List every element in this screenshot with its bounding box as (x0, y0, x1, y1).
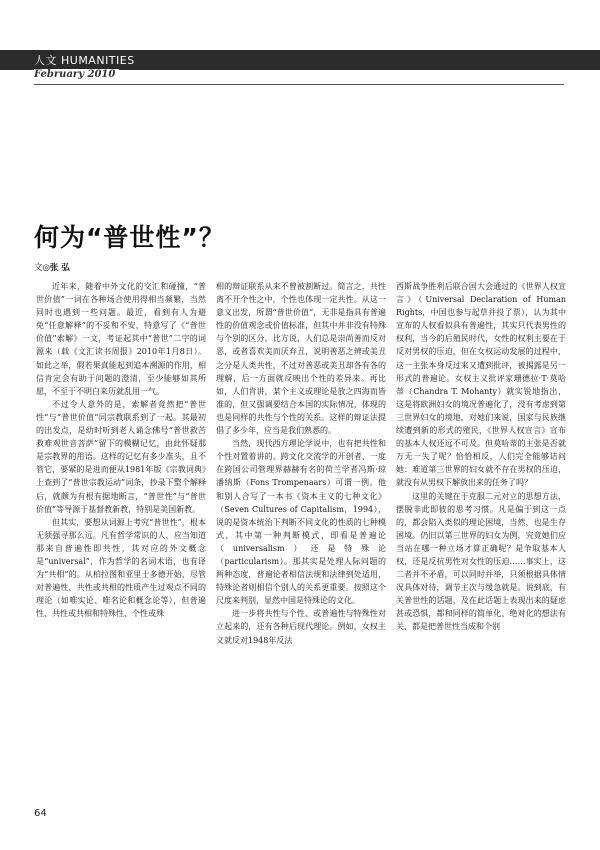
paragraph: 西斯战争胜利后联合国大会通过的《世界人权宣言》（Universal Declaration of Human Rights，中国也参与起草并投了票），认为其中宣布的人权看似具有普遍性，其实只代表男性的权利，当今的后殖民时代，女性的权利主要在于反对男权的压迫，但在女权运动发展的过程中，这一主张本身反过来又遭到批评，被揭露是另一形式的普遍论。女权主义批评家珊德拉·T·莫哈蒂（Chandra T. Mohanty）就实锐地指出，这是将欧洲妇女的境况普遍化了，没有考虑到第三世界妇女的境地，对她们来说，国家与民族继续遭到新的形式的殖民，《世界人权宣言》宣布的基本人权还远不可及。但莫哈蒂的主张是否就万无一失了呢？恰恰相反，人们完全能够诘问她：难道第三世界的妇女就不存在男权的压迫，就没有从男权下解放出来的任务了吗？ (396, 282, 566, 488)
issue-date: February 2010 (34, 69, 119, 80)
paragraph: 不过令人意外的是，索解者竟然把“普世性”与“普世价值”同宗教联系到了一起。其最初的出发点，是幼时听到老人诵念佛号“普世救苦救难观世音菩萨”留下的模糊记忆，由此怀疑那是宗教界的用语。这样的记忆有多少准头，且不管它，要紧的是进而便从1981年版《宗教词典》上查到了“普世宗教运动”词条，抄录下整个解释后，就颇为有根有据地断言，“普世性”与“普世价值”等导源于基督教新教，特别是美国新教。 (36, 399, 206, 514)
paragraph: 相的辩证联系从来不曾被割断过。简言之，共性离不开个性之中，个性也体现一定共性。从这一意义出发，所谓“普世价值”，无非是指具有普遍性的价值观念或价值标准，但其中并非没有特殊与个别的区分。比方说，人们总是崇尚善而反对恶，或者喜欢美而厌弃丑，说明善恶之辨或美丑之分是人类共性，不过对善恶或美丑却各有各的理解，后一方面就反映出个性的差异来。再比如，人们肯讲，某个主义或理论是放之四海而皆准的，但又强调要结合本国的实际情况，体现的也是同样的共性与个性的关系。这样的辩证法提倡了多少年，应当是我们熟悉的。 (216, 282, 386, 436)
text-column-left (36, 280, 206, 825)
paragraph: 进一步将共性与个性、或普遍性与特殊性对立起来的，还有各种后现代理论。例如，女权主义就反对1948年反法 (216, 609, 386, 645)
paragraph: 当然，现代西方理论学说中，也有把共性和个性对置着讲的。跨文化交流学的开创者、一度在跨国公司管理界赫赫有名的荷兰学者冯斯·琼潘纳斯（Fons Trompenaars）可谓一例。他和别人合写了一本书《资本主义的七种文化》（Seven Cultures of Capitalism，1994），说的是资本统治下判断不同文化的性质的七种模式，其中第一种判断模式，即看是普遍论（universalism）还是特殊论（particularism）。那其实是处理人际问题的两种态度，普遍论者相信法规和法律到处适用，特殊论者则相信个别人的关系更重要。按照这个尺度来判别，显然中国是特殊论的文化。 (216, 439, 386, 606)
section-label: 人文 HUMANITIES (34, 54, 135, 67)
text-column-middle (216, 280, 386, 825)
paragraph: 近年来，随着中外文化的交汇和碰撞，“普世价值”一词在各种场合使用得相当频繁，当然同时也遇到一些问题。最近，看到有人为避免“任意解释”的不妥和不安，特意写了《“普世价值”索解》一文，考证起其中“普世”二字的词源来（载《文汇读书周报》2010年1月8日）。如此之举，假若果真能起到追本溯源的作用，相信肯定会有助于问题的澄清，至少能够如其所愿，不至于不明白来历就乱用一气。 (36, 282, 206, 396)
article-title: 何为“普世性”？ (34, 223, 225, 252)
page-number: 64 (34, 808, 47, 819)
byline-prefix: 文◎ (34, 263, 50, 273)
paragraph: 但其实，要想从词源上考究“普世性”，根本无须强寻那么远。凡有哲学常识的人，应当知道那来自普遍性即共性，其对应的外文概念是“universal”，作为哲学的名词术语，也有译为“共相”的。从柏拉图和亚里士多德开始，尽管对普遍性、共性或共相的性质产生过观点不同的理论（如唯实论、唯名论和概念论等），但普遍性、共性或共相和特殊性、个性或殊 (36, 517, 206, 619)
text-column-right (396, 280, 566, 825)
issue-date-rule (34, 70, 564, 85)
paragraph: 这里的关键在于克服二元对立的思想方法，摆脱非此即彼的思考习惯。凡是偏于到这一点的，都会陷入类似的理论困境，当然，也是生存困境。仍旧以第三世界的妇女为例，究竟她们应当站在哪一种立场才算正确呢？是争取基本人权，还是反抗男性对女性的压迫……事实上，这二者并不矛盾，可以同时并举，只须根据具体情况具体对待，调节主次与缓急就是。说到底，有关普世性的话题，及在此话题上表现出来的疑虑甚或恐惧，都和同样的简单化、绝对化的想法有关，都是把普世性当成和个别 (396, 491, 566, 632)
author-name: 张 弘 (49, 263, 70, 273)
byline (34, 261, 70, 273)
